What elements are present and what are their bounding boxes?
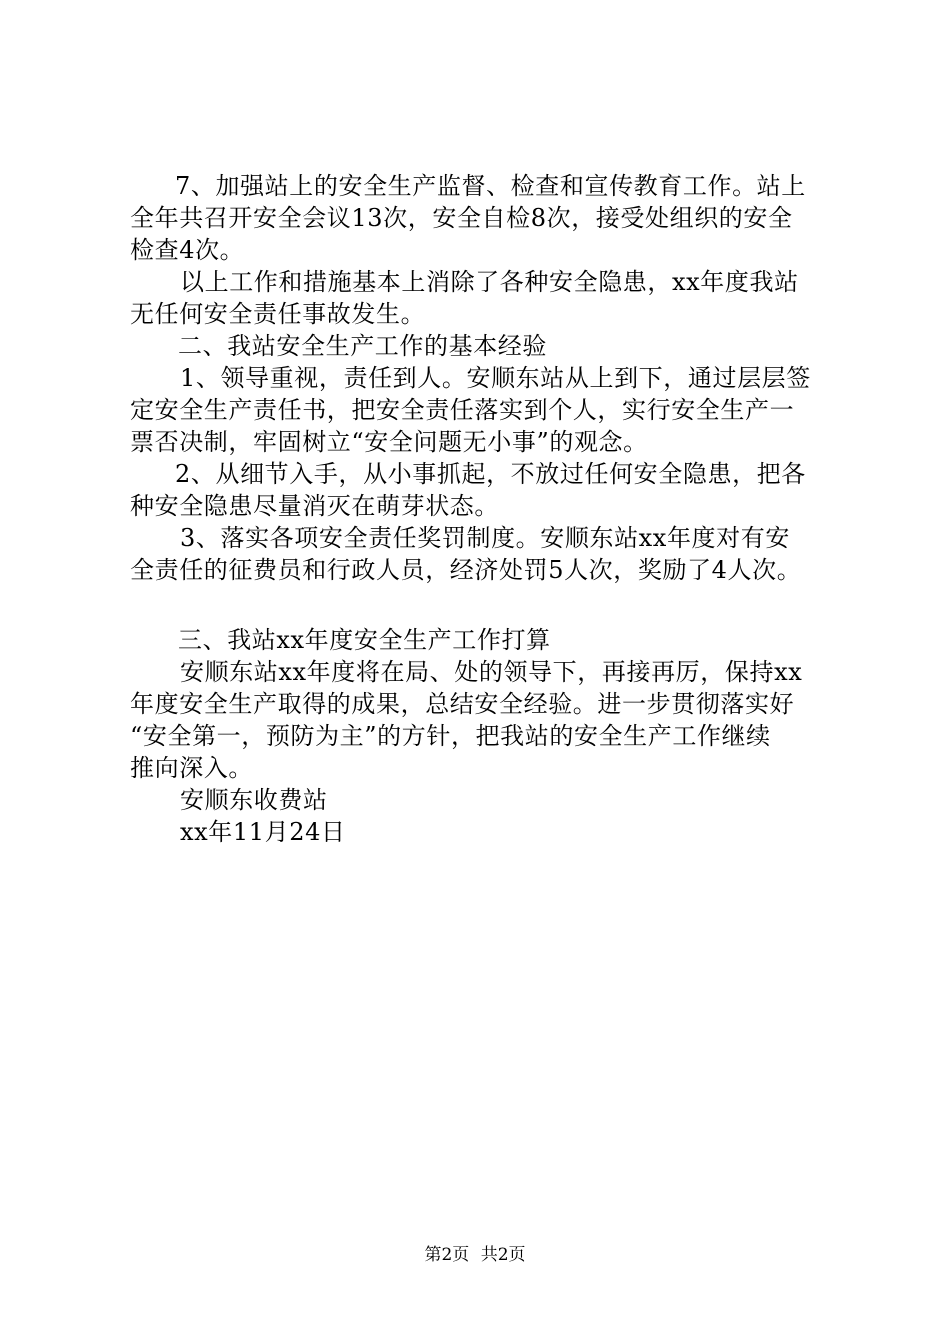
paragraph-line: 年度安全生产取得的成果，总结安全经验。进一步贯彻落实好 — [130, 690, 795, 718]
paragraph-line: 安顺东站xx年度将在局、处的领导下，再接再厉，保持xx — [180, 658, 803, 686]
paragraph-line: “安全第一，预防为主”的方针，把我站的安全生产工作继续 — [130, 722, 771, 750]
paragraph-line: 种安全隐患尽量消灭在萌芽状态。 — [130, 492, 499, 520]
paragraph-line: 1、领导重视，责任到人。安顺东站从上到下，通过层层签 — [180, 364, 811, 392]
paragraph-line: 全年共召开安全会议13次，安全自检8次，接受处组织的安全 — [130, 204, 793, 232]
section-heading: 二、我站安全生产工作的基本经验 — [178, 332, 547, 360]
paragraph-line: 定安全生产责任书，把安全责任落实到个人，实行安全生产一 — [130, 396, 795, 424]
paragraph-line: 票否决制，牢固树立“安全问题无小事”的观念。 — [130, 428, 648, 456]
paragraph-line: 无任何安全责任事故发生。 — [130, 300, 426, 328]
page-footer — [0, 1243, 950, 1267]
paragraph-line: 检查4次。 — [130, 236, 245, 264]
paragraph-gap — [130, 586, 832, 624]
paragraph-line: 7、加强站上的安全生产监督、检查和宣传教育工作。站上 — [175, 172, 806, 200]
page-number: 第2页 — [424, 1245, 470, 1265]
page-total: 共2页 — [480, 1245, 526, 1265]
signature-organization: 安顺东收费站 — [180, 786, 328, 814]
document-body — [130, 170, 832, 848]
paragraph-line: 2、从细节入手，从小事抓起，不放过任何安全隐患，把各 — [175, 460, 806, 488]
paragraph-line: 以上工作和措施基本上消除了各种安全隐患，xx年度我站 — [180, 268, 799, 296]
section-heading: 三、我站xx年度安全生产工作打算 — [178, 626, 551, 654]
paragraph-line: 3、落实各项安全责任奖罚制度。安顺东站xx年度对有安 — [180, 524, 790, 552]
paragraph-line: 推向深入。 — [130, 754, 253, 782]
paragraph-line: 全责任的征费员和行政人员，经济处罚5人次，奖励了4人次。 — [130, 556, 802, 584]
signature-date: xx年11月24日 — [180, 818, 346, 846]
